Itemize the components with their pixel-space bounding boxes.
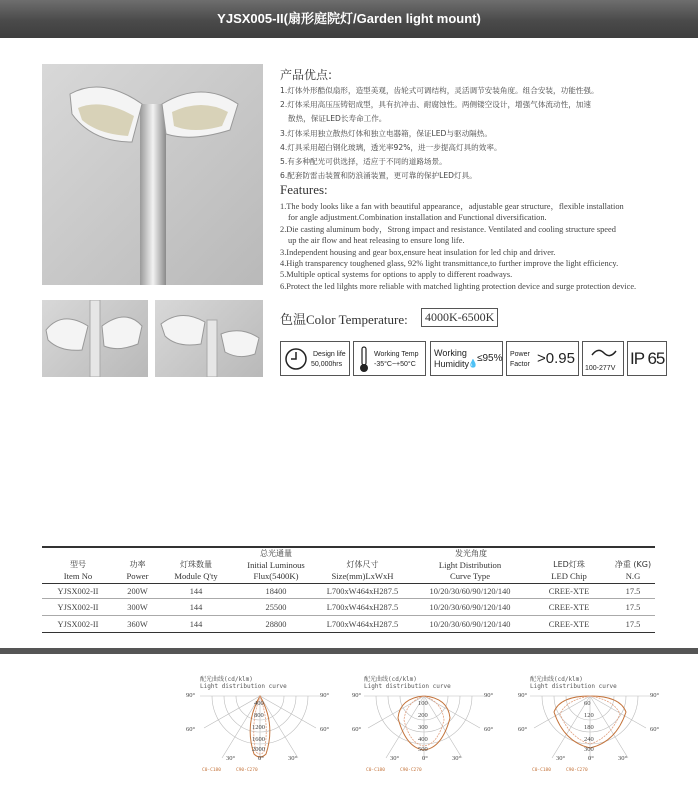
table-header-size: 灯体尺寸 Size(mm)LxWxH	[331, 560, 394, 581]
working-temp-value: -35°C~+50°C	[374, 361, 416, 368]
color-temp-label: 色温Color Temperature:	[280, 312, 408, 327]
feature-item: up the air flow and heat releasing to ensure long life.	[288, 236, 465, 246]
spec-design-life	[280, 341, 350, 376]
design-life-label: Design life	[313, 351, 346, 358]
table-header-distribution: Light Distribution Curve Type	[438, 560, 502, 581]
thermometer-icon	[357, 346, 371, 373]
feature-item: 1.The body looks like a fan with beautiful appearance，adjustable gear structure，flexible installation	[280, 202, 624, 211]
table-header-module: 灯珠数量 Module Q'ty	[174, 560, 218, 581]
table-row-rule	[42, 615, 655, 616]
table-header-flux: Initial Luminous Flux(5400K)	[247, 560, 305, 581]
color-temp-value: 4000K-6500K	[421, 308, 498, 327]
table-row: YJSX002-II 360W 144 28800 L700xW464xH287.5 10/20/30/60/90/120/140 CREE-XTE 17.5	[57, 620, 641, 629]
ac-wave-icon	[591, 347, 617, 359]
product-photo-thumb-2	[155, 300, 263, 377]
table-header-chip: LED灯珠 LED Chip	[551, 560, 587, 581]
humidity-label-1: Working	[434, 348, 467, 358]
table-bottom-rule	[42, 632, 655, 633]
design-life-value: 50,000hrs	[311, 361, 343, 368]
ip-rating-value: IP 65	[630, 349, 665, 368]
product-photo-thumb-1	[42, 300, 148, 377]
working-temp-label: Working Temp	[374, 351, 419, 358]
features-list	[280, 201, 636, 292]
advantage-item: 4.灯具采用超白钢化玻璃，透光率92%，进一步提高灯具的效率。	[280, 142, 502, 152]
advantage-item: 5.有多种配光可供选择，适应于不同的道路场景。	[280, 157, 447, 167]
table-header-top-flux: 总光通量	[260, 549, 292, 558]
table-top-rule	[42, 546, 655, 548]
power-factor-label-1: Power	[510, 351, 530, 358]
feature-item: 5.Multiple optical systems for options to apply to different roadways.	[280, 270, 513, 280]
advantages-heading-cn: 产品优点:	[280, 68, 333, 82]
advantages-list-cn	[280, 84, 599, 183]
advantage-item: 1.灯体外形酷似扇形，造型美观，齿轮式可调结构，灵活调节安装角度。组合安装，功能性强。	[280, 86, 599, 95]
advantage-item: 3.灯体采用独立散热灯体和独立电器箱，保证LED与驱动隔热。	[280, 128, 492, 138]
section-divider-bar	[0, 648, 698, 654]
table-row-rule	[42, 598, 655, 599]
spec-power-factor	[506, 341, 579, 376]
table-header-item: 型号 Item No	[63, 560, 93, 581]
power-factor-label-2: Factor	[510, 361, 530, 368]
feature-item: 2.Die casting aluminum body，Strong impact and resistance. Ventilated and cooling structure speed	[280, 224, 616, 234]
advantage-item: 6.配套防雷击装置和防浪涌装置，更可靠的保护LED灯具。	[280, 171, 477, 181]
feature-item: 4.High transparency toughened glass, 92% light transmittance,to further improve the light efficiency.	[280, 259, 619, 269]
humidity-value: ≤95%	[477, 353, 503, 364]
spec-ip-rating	[627, 341, 667, 376]
feature-item: 6.Protect the led lilghts more reliable with matched lighting protection device and surge protection device.	[280, 281, 637, 291]
advantage-item: 2.灯体采用高压压铸铝成型，具有抗冲击、耐腐蚀性。两侧镂空设计，增强气体流动性，加速	[280, 100, 591, 110]
spec-voltage	[582, 341, 624, 376]
advantage-item: 散热，保证LED长寿命工作。	[288, 114, 387, 124]
feature-item: 3.Independent housing and gear box,ensure heat insulation for led chip and driver.	[280, 247, 556, 257]
light-distribution-diagram-1: 配光曲线(cd/klm) Light distribution curve 90° 90° 60° 60° 400 800 1200 1600 2000 30° 0° 30° C0-C180 C90-C270	[186, 676, 330, 773]
table-header-top-angle: 发光角度	[455, 549, 487, 558]
product-photo-main	[42, 64, 263, 285]
table-row: YJSX002-II 200W 144 18400 L700xW464xH287.5 10/20/30/60/90/120/140 CREE-XTE 17.5	[57, 587, 641, 596]
light-distribution-diagram-2: 配光曲线(cd/klm) Light distribution curve 90° 90° 60° 60° 100 200 300 400 500 30° 0° 30° C0-C180 C90-C270	[352, 676, 494, 773]
feature-item: for angle adjustment.Combination installation and Functional diversification.	[288, 213, 547, 223]
features-heading: Features:	[280, 182, 328, 197]
spec-working-temp	[353, 341, 426, 376]
table-row: YJSX002-II 300W 144 25500 L700xW464xH287.5 10/20/30/60/90/120/140 CREE-XTE 17.5	[57, 603, 641, 612]
table-header-rule	[42, 583, 655, 584]
clock-icon	[284, 347, 308, 371]
voltage-value: 100-277V	[585, 365, 616, 372]
power-factor-value: >0.95	[537, 350, 575, 367]
table-header-weight: 净重 (KG) N.G	[614, 560, 652, 581]
humidity-label-2: Humidity	[434, 359, 470, 369]
table-header-power: 功率 Power	[126, 560, 149, 581]
light-distribution-diagram-3: 配光曲线(cd/klm) Light distribution curve 90° 90° 60° 60° 60 120 180 240 300 30° 0° 30° C0-C180 C90-C270	[518, 676, 660, 773]
droplet-icon: 💧	[468, 359, 478, 368]
spec-humidity	[430, 341, 503, 376]
page-title: YJSX005-II(扇形庭院灯/Garden light mount)	[217, 11, 481, 26]
